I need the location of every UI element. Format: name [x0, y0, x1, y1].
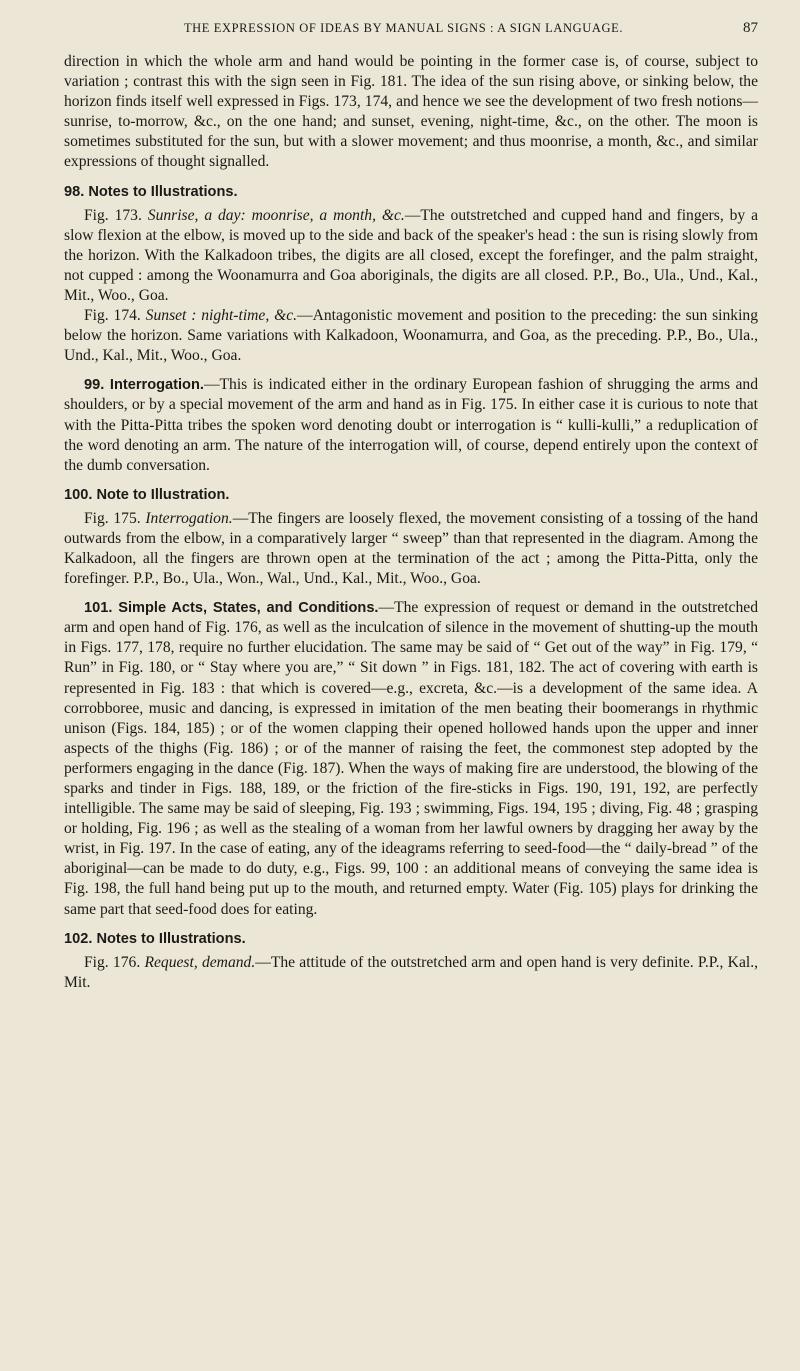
section-101-text: —The expression of request or demand in the outstretched arm and open hand of Fig. 176, as well as the inculcation of silence in the movement of shutting-up the mouth in Figs. 177, 178, require no further elucidation. The same may be said of “ Get out of the way” in Fig. 179, “ Run” in Fig. 180, or “ Stay where you are,” “ Sit down ” in Figs. 181, 182. The act of covering with earth is represented in Fig. 183 : that which is covered—e.g., excreta, &c.—is a development of the same idea. A corrobboree, music and dancing, is expressed in imitation of the men beating their boomerangs in rhythmic unison (Figs. 184, 185) ; or of the women clapping their opened hollowed hands upon the upper and inner aspects of the thighs (Fig. 186) ; or of the manner of raising the feet, the commonest step adopted by the performers engaging in the dance (Fig. 187). When the ways of making fire are understood, the blowing of the sparks and tinder in Figs. 188, 189, or the friction of the fire-sticks in Figs. 190, 191, 192, are perfectly intelligible. The same may be said of sleeping, Fig. 193 ; swimming, Figs. 194, 195 ; diving, Fig. 48 ; grasping or holding, Fig. 196 ; as well as the stealing of a woman from her lawful owners by dragging her away by the wrist, in Fig. 197. In the case of eating, any of the ideagrams referring to seed-food—the “ daily-bread ” of the aboriginal—can be made to do duty, e.g., Figs. 99, 100 : an additional means of conveying the same idea is Fig. 198, the full hand being put up to the mouth, and returned empty. Water (Fig. 105) plays for drinking the same part that seed-food does for eating.	[64, 599, 758, 918]
fig-176-text: —The attitude of the outstretched arm and open hand is very definite. P.P., Kal., Mit.	[64, 953, 758, 991]
fig-174-label: Fig. 174.	[84, 307, 141, 325]
section-101-paragraph	[64, 598, 758, 920]
fig-173-label: Fig. 173.	[84, 206, 142, 224]
section-98-heading: 98. Notes to Illustrations.	[64, 183, 238, 200]
fig-173-note	[64, 206, 758, 306]
fig-174-caption: Sunset : night-time, &c.	[145, 307, 298, 325]
fig-174-note	[64, 306, 758, 366]
section-100-heading: 100. Note to Illustration.	[64, 486, 230, 503]
fig-173-caption: Sunrise, a day: moonrise, a month, &c.	[147, 206, 405, 224]
fig-176-caption: Request, demand.	[144, 953, 256, 971]
running-head	[64, 20, 758, 38]
fig-175-label: Fig. 175.	[84, 509, 141, 527]
section-99-heading: 99. Interrogation.	[84, 377, 204, 394]
section-99-paragraph	[64, 375, 758, 475]
section-101-heading: 101. Simple Acts, States, and Conditions.	[84, 600, 379, 617]
fig-173-text: —The outstretched and cupped hand and fingers, by a slow flexion at the elbow, is moved up to the side and back of the speaker's head : the sun is rising slowly from the horizon. With the Kalkadoon tribes, the digits are all closed, except the forefinger, and the palm straight, not cupped : among the Woonamurra and Goa aboriginals, the digits are all closed. P.P., Bo., Ula., Und., Kal., Mit., Woo., Goa.	[64, 206, 758, 304]
fig-175-note	[64, 509, 758, 589]
opening-paragraph: direction in which the whole arm and hand would be pointing in the former case is, of course, subject to variation ; contrast this with the sign seen in Fig. 181. The idea of the sun rising above, or sinking below, the horizon finds itself well expressed in Figs. 173, 174, and hence we see the development of two fresh notions—sunrise, to-morrow, &c., on the one hand; and sunset, evening, night-time, &c., on the other. The moon is sometimes substituted for the sun, but with a slower movement; and thus moonrise, a month, &c., and similar expressions of thought signalled.	[64, 53, 758, 171]
fig-176-label: Fig. 176.	[84, 953, 141, 971]
fig-175-text: —The fingers are loosely flexed, the movement consisting of a tossing of the hand outwards from the elbow, in a comparatively larger “ sweep” than that represented in the diagram. Among the Kalkadoon, all the fingers are thrown open at the termination of the act ; among the Pitta-Pitta, only the forefinger. P.P., Bo., Ula., Won., Wal., Und., Kal., Mit., Woo., Goa.	[64, 509, 758, 588]
section-102-heading: 102. Notes to Illustrations.	[64, 930, 246, 947]
fig-175-caption: Interrogation.	[145, 509, 233, 527]
section-99-text: —This is indicated either in the ordinary European fashion of shrugging the arms and shoulders, or by a special movement of the arm and hand as in Fig. 175. In either case it is curious to note that with the Pitta-Pitta tribes the spoken word denoting doubt or interrogation is “ kulli-kulli,” a reduplication of the word denoting an arm. The nature of the interrogation will, of course, depend entirely upon the context of the dumb conversation.	[64, 376, 758, 474]
page-number: 87	[743, 20, 758, 36]
running-head-title: THE EXPRESSION OF IDEAS BY MANUAL SIGNS : A SIGN LANGUAGE.	[183, 21, 624, 35]
fig-174-text: —Antagonistic movement and position to the preceding: the sun sinking below the horizon. Same variations with Kalkadoon, Woonamurra, and Goa, as the preceding. P.P., Bo., Ula., Und., Kal., Mit., Woo., Goa.	[64, 307, 758, 365]
fig-176-note	[64, 953, 758, 993]
